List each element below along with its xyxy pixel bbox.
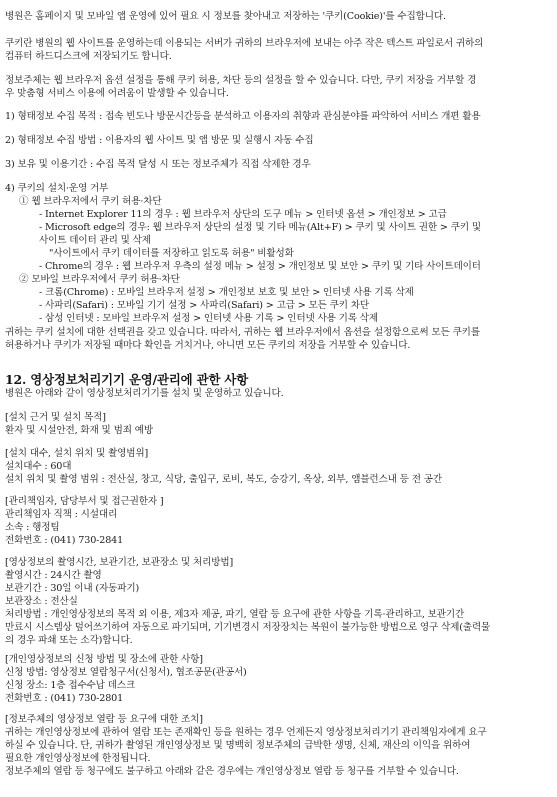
list-item-refusal (5, 182, 550, 325)
text-line: 하실 수 있습니다. 단, 귀하가 촬영된 개인영상정보 및 명백히 정보주체의 급박한 생명, 신체, 재산의 이익을 위하여 (5, 740, 471, 751)
text-line: 컴퓨터 하드디스크에 저장되기도 합니다. (5, 51, 172, 62)
text-line: "사이트에서 쿠키 데이터를 저장하고 읽도록 허용" 비활성화 (49, 248, 294, 259)
text-line: 보관기간 : 30일 이내 (자동파기) (5, 583, 140, 594)
text-line: 2) 형태정보 수집 방법 : 이용자의 웹 사이트 및 앱 방문 및 실행시 자동 수집 (5, 135, 314, 146)
block-basis (5, 411, 550, 437)
block-recording (5, 556, 550, 647)
text-line: - 삼성 인터넷 : 모바일 브라우저 설정 > 인터넷 사용 기록 > 인터넷 사용 기록 삭제 (39, 313, 378, 324)
text-line: - 사파리(Safari) : 모바일 기기 설정 > 사파리(Safari) > 고급 > 모든 쿠키 차단 (39, 300, 370, 311)
text-line: 4) 쿠키의 설치·운영 거부 (5, 183, 109, 194)
text-line: 의 경우 파쇄 또는 소각)합니다. (5, 635, 133, 646)
text-line: 병원은 홈페이지 및 모바일 앱 운영에 있어 필요 시 정보를 찾아내고 저장하는 '쿠키(Cookie)'를 수집합니다. (5, 11, 446, 22)
list-item-method (5, 134, 550, 147)
block-title: [개인영상정보의 신청 방법 및 장소에 관한 사항] (5, 654, 203, 665)
text-line: - Internet Explorer 11의 경우 : 웹 브라우저 상단의 도구 메뉴 > 인터넷 옵션 > 개인정보 > 고급 (39, 209, 447, 220)
text-line: 만료시 시스템상 덮어쓰기하여 자동으로 파기되며, 기기변경시 저장장치는 복원이 불가능한 방법으로 영구 삭제(출력물 (5, 622, 491, 633)
text-line: 우 맞춤형 서비스 이용에 어려움이 발생할 수 있습니다. (5, 88, 229, 99)
block-title: [관리책임자, 담당부서 및 접근권한자 ] (5, 496, 164, 507)
block-viewing (5, 713, 550, 778)
section-12-heading: 12. 영상정보처리기기 운영/관리에 관한 사항 (5, 372, 249, 387)
block-title: [설치 대수, 설치 위치 및 촬영범위] (5, 448, 149, 459)
text-line: - 크롬(Chrome) : 모바일 브라우저 설정 > 개인정보 보호 및 보안 > 인터넷 사용 기록 삭제 (39, 287, 414, 298)
intro-paragraph (5, 10, 550, 23)
text-line: 설치 위치 및 촬영 범위 : 전산실, 창고, 식당, 출입구, 로비, 복도, 승강기, 옥상, 외부, 앰블런스내 등 전 공간 (5, 474, 442, 485)
cookie-choice-paragraph (5, 326, 550, 352)
text-line: 귀하는 개인영상정보에 관하여 열람 또는 존재확인 등을 원하는 경우 언제든지 영상정보처리기기 관리책임자에게 요구 (5, 727, 487, 738)
cookie-definition-paragraph (5, 37, 550, 63)
text-line: 설치대수 : 60대 (5, 461, 72, 472)
text-line: 환자 및 시설안전, 화재 및 범죄 예방 (5, 425, 153, 436)
text-line: 필요한 개인영상정보에 한정됩니다. (5, 753, 151, 764)
cookie-refusal-paragraph (5, 74, 550, 100)
text-line: 정보주체의 열람 등 청구에도 불구하고 아래와 같은 경우에는 개인영상정보 열람 등 청구를 거부할 수 있습니다. (5, 766, 459, 777)
block-title: [영상정보의 촬영시간, 보관기간, 보관장소 및 처리방법] (5, 557, 234, 568)
text-line: 3) 보유 및 이용기간 : 수집 목적 달성 시 또는 정보주체가 직접 삭제한 경우 (5, 159, 311, 170)
text-line: 소속 : 행정팀 (5, 522, 60, 533)
block-manager (5, 495, 550, 547)
text-line: - Chrome의 경우 : 웹 브라우저 우측의 설정 메뉴 > 설정 > 개인정보 및 보안 > 쿠키 및 기타 사이트데이터 (39, 261, 481, 272)
text-line: - Microsoft edge의 경우: 웹 브라우저 상단의 설정 및 기타 메뉴(Alt+F) > 쿠키 및 사이트 권한 > 쿠키 및 (39, 222, 481, 233)
text-line: 신청 장소: 1층 접수수납 데스크 (5, 680, 136, 691)
text-line: 정보주체는 웹 브라우저 옵션 설정을 통해 쿠키 허용, 차단 등의 설정을 할 수 있습니다. 다만, 쿠키 저장을 거부할 경 (5, 75, 477, 86)
text-line: 전화번호 : (041) 730-2801 (5, 693, 124, 704)
text-line: 처리방법 : 개인영상정보의 목적 외 이용, 제3자 제공, 파기, 열람 등 요구에 관한 사항을 기록·관리하고, 보관기간 (5, 609, 465, 620)
text-line: 병원은 아래와 같이 영상정보처리기기를 설치 및 운영하고 있습니다. (5, 388, 284, 399)
text-line: 보관장소 : 전산실 (5, 596, 78, 607)
subheading-web-browser: ① 웹 브라우저에서 쿠키 허용·차단 (19, 196, 162, 207)
block-request (5, 653, 550, 705)
text-line: 전화번호 : (041) 730-2841 (5, 535, 124, 546)
block-installation (5, 447, 550, 486)
text-line: 허용하거나 쿠키가 저장될 때마다 확인을 거치거나, 아니면 모든 쿠키의 저장을 거부할 수 있습니다. (5, 340, 411, 351)
section-12-intro (5, 387, 550, 400)
text-line: 촬영시간 : 24시간 촬영 (5, 570, 102, 581)
text-line: 신청 방법: 영상정보 열람청구서(신청서), 협조공문(관공서) (5, 667, 247, 678)
list-item-period (5, 158, 550, 171)
text-line: 사이트 데이터 관리 및 삭제 (39, 235, 151, 246)
block-title: [정보주체의 영상정보 열람 등 요구에 대한 조치] (5, 714, 203, 725)
text-line: 관리책임자 직책 : 시설대리 (5, 509, 118, 520)
text-line: 귀하는 쿠키 설치에 대한 선택권을 갖고 있습니다. 따라서, 귀하는 웹 브라우저에서 옵션을 설정함으로써 모든 쿠키를 (5, 327, 480, 338)
block-title: [설치 근거 및 설치 목적] (5, 412, 106, 423)
list-item-purpose (5, 110, 550, 123)
subheading-mobile-browser: ② 모바일 브라우저에서 쿠키 허용·차단 (19, 274, 180, 285)
text-line: 쿠키란 병원의 웹 사이트를 운영하는데 이용되는 서버가 귀하의 브라우저에 보내는 아주 작은 텍스트 파일로서 귀하의 (5, 38, 484, 49)
text-line: 1) 형태정보 수집 목적 : 접속 빈도나 방문시간등을 분석하고 이용자의 취향과 관심분야를 파악하여 서비스 개편 활용 (5, 111, 481, 122)
